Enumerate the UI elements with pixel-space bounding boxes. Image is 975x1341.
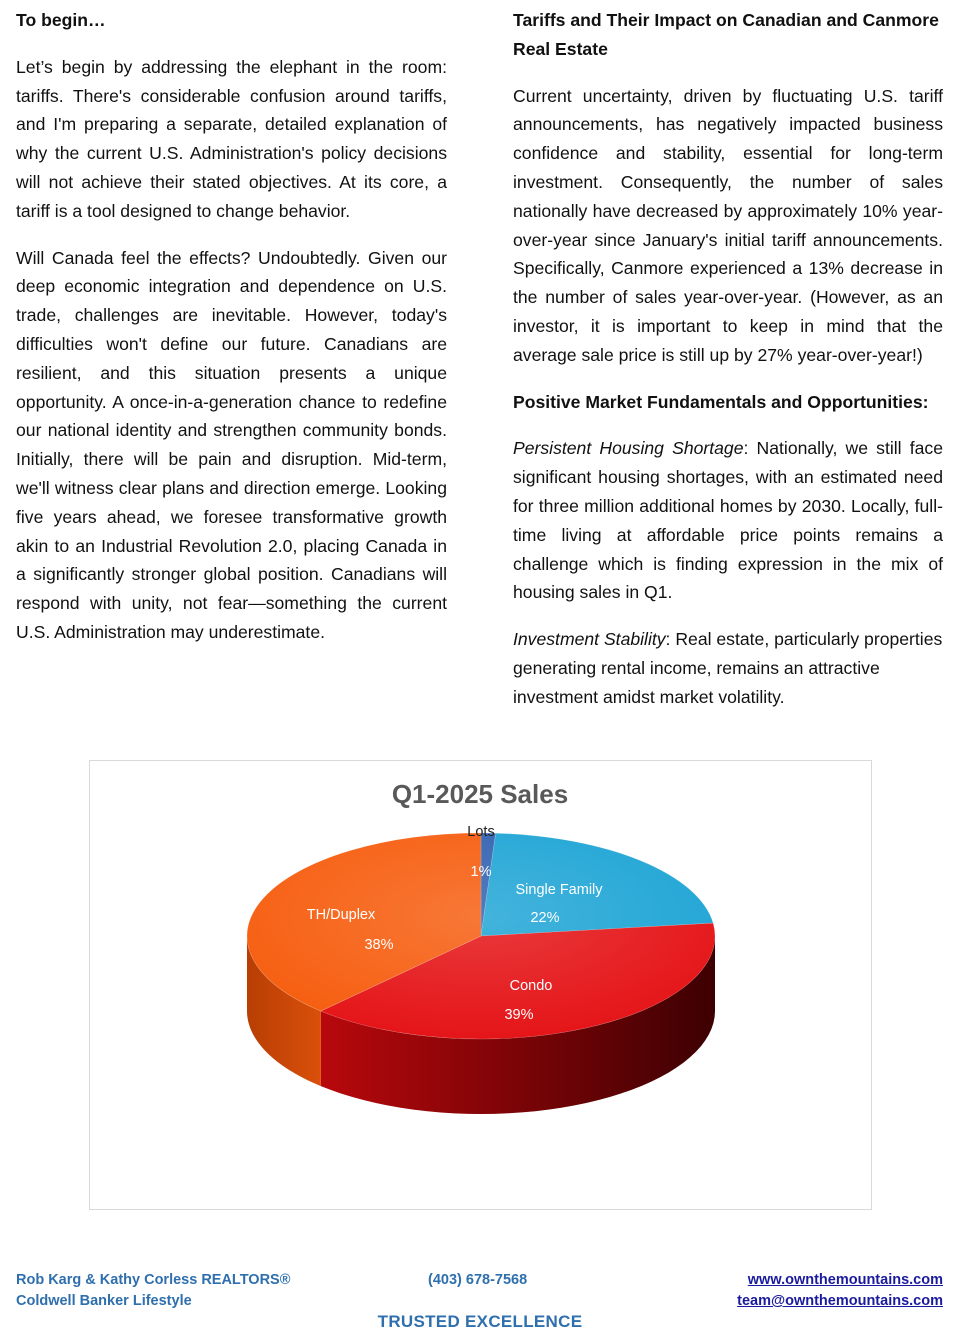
tariffs-heading: Tariffs and Their Impact on Canadian and Canmore Real Estate [513,10,939,59]
housing-shortage-label: Persistent Housing Shortage [513,438,744,459]
investment-stability-text: : Real estate, particularly properties generating rental income, remains an attractive investment amidst market volatility. [513,629,943,707]
pie-label-th-duplex: TH/Duplex [306,907,376,923]
pie-pct-single-family: 22% [530,910,560,926]
pie-pct-condo: 39% [504,1007,534,1023]
intro-paragraph-1: Let’s begin by addressing the elephant in the room: tariffs. There's considerable confusion around tariffs, and I'm preparing a separate, detailed explanation of why the current U.S. Administration's policy decisions will not achieve their stated objectives. At its core, a tariff is a tool designed to change behavior. [16,56,447,221]
pie-pct-lots: 1% [470,864,492,880]
footer-agents [16,1270,290,1312]
footer-tagline: TRUSTED EXCELLENCE [377,1312,583,1331]
fundamentals-heading: Positive Market Fundamentals and Opportunities: [513,391,929,412]
left-column [16,6,447,665]
intro-heading: To begin… [16,10,106,30]
footer-phone: (403) 678-7568 [428,1272,528,1288]
right-column [513,6,943,730]
pie-pct-th-duplex: 38% [364,937,394,953]
website-link[interactable]: www.ownthemountains.com [747,1272,943,1288]
chart-title: Q1-2025 Sales [391,779,569,809]
pie-label-lots: Lots [467,824,495,840]
pie-label-single-family: Single Family [515,882,603,898]
footer [0,1268,975,1341]
investment-stability-label: Investment Stability [513,629,666,650]
footer-contact [737,1270,943,1312]
email-link[interactable]: team@ownthemountains.com [737,1293,943,1309]
housing-shortage-text: : Nationally, we still face significant housing shortages, with an estimated need for three million additional homes by 2030. Locally, full-time living at affordable price points remains a challenge which is finding expression in the mix of housing sales in Q1. [513,438,943,603]
sales-pie-chart [89,760,872,1210]
pie-label-condo: Condo [509,978,553,994]
pie-chart-svg [90,761,871,1209]
footer-brokerage: Coldwell Banker Lifestyle [16,1293,192,1309]
investment-stability-paragraph [513,625,943,711]
intro-paragraph-2: Will Canada feel the effects? Undoubtedly. Given our deep economic integration and dependence on U.S. trade, challenges are inevitable. However, today's difficulties won't define our future. Canadians are resilient, and this situation presents a unique opportunity. A once-in-a-generation chance to redefine our national identity and strengthen community bonds. Initially, there will be pain and disruption. Mid-term, we'll witness clear plans and direction emerge. Looking five years ahead, we foresee transformative growth akin to an Industrial Revolution 2.0, placing Canada in a significantly stronger global position. Canadians will respond with unity, not fear—something the current U.S. Administration may underestimate. [16,247,447,642]
tariffs-paragraph: Current uncertainty, driven by fluctuating U.S. tariff announcements, has negatively impacted business confidence and stability, essential for long-term investment. Consequently, the number of sales nationally have decreased by approximately 10% year-over-year since January's initial tariff announcements. Specifically, Canmore experienced a 13% decrease in the number of sales year-over-year. (However, as an investor, it is important to keep in mind that the average sale price is still up by 27% year-over-year!) [513,85,943,365]
housing-shortage-paragraph [513,434,943,607]
footer-names: Rob Karg & Kathy Corless REALTORS® [16,1272,291,1288]
